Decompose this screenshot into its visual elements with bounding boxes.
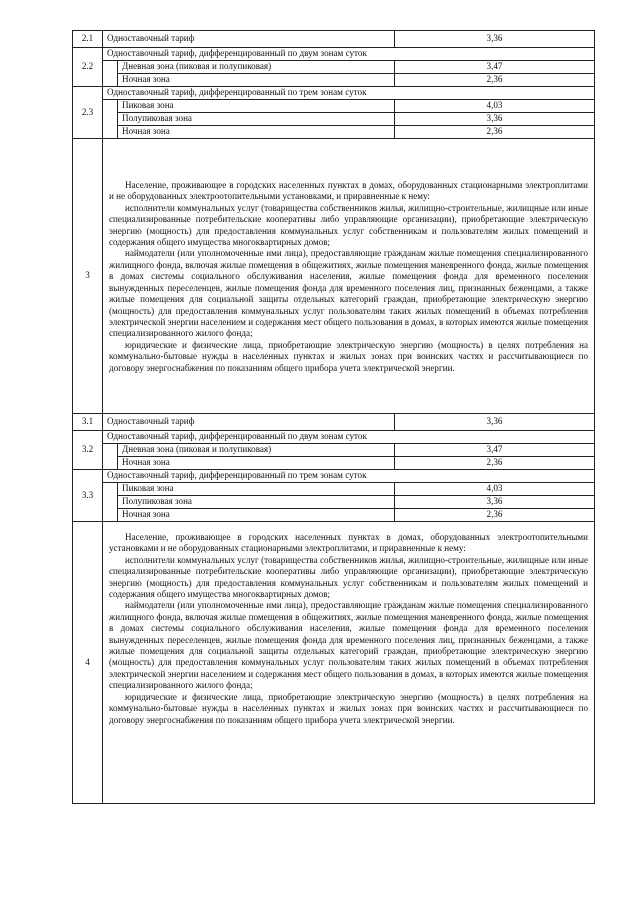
tariff-value: 3,36 (395, 414, 595, 431)
table-row (73, 483, 595, 496)
zone-label: Пиковая зона (118, 483, 395, 496)
description-paragraph: Население, проживающее в городских населенных пунктах в домах, оборудованных стационарными электроплитами и не оборудованных электроотопительными установками, и приравненные к нему: (109, 180, 589, 202)
description-paragraph: Население, проживающее в городских населенных пунктах в домах, оборудованных электроотопительными установками и не оборудованных стационарными электроплитами, и приравненные к нему: (109, 532, 589, 554)
zone-label: Ночная зона (118, 74, 395, 87)
zone-label: Полупиковая зона (118, 113, 395, 126)
zone-value: 4,03 (395, 100, 595, 113)
table-row (73, 414, 595, 431)
table-row (73, 522, 595, 804)
zone-value: 4,03 (395, 483, 595, 496)
zone-value: 2,36 (395, 457, 595, 470)
zone-label: Дневная зона (пиковая и полупиковая) (118, 61, 395, 74)
table-row (73, 470, 595, 483)
table-row (73, 48, 595, 61)
row-number: 4 (73, 522, 103, 804)
row-number: 3.1 (73, 414, 103, 431)
table-row (73, 100, 595, 113)
table-row (73, 431, 595, 444)
tariff-document-page (72, 30, 594, 804)
zone-value: 3,36 (395, 113, 595, 126)
tariff-group-header: Одноставочный тариф, дифференцированный по трем зонам суток (103, 470, 595, 483)
tariff-label: Одноставочный тариф (103, 414, 395, 431)
table-row (73, 113, 595, 126)
table-row (73, 31, 595, 48)
description-paragraph: юридические и физические лица, приобретающие электрическую энергию (мощность) в целях потребления на коммунально-бытовые нужды в населенных пунктах и жилых зонах при воинских частях и рассчитывающиеся по договору энергоснабжения по показаниям общего прибора учета электрической энергии. (109, 339, 589, 373)
description-paragraph: наймодатели (или уполномоченные ими лица), предоставляющие гражданам жилые помещения специализированного жилищного фонда, включая жилые помещения в общежитиях, жилые помещения маневренного фонда, жилые помещения в домах системы социального обслуживания населения, жилые помещения фонда для временного поселения вынужденных переселенцев, жилые помещения фонда для временного поселения лиц, признанных беженцами, а также жилые помещения для социальной защиты отдельных категорий граждан, приобретающие электрическую энергию (мощность) для предоставления коммунальных услуг пользователям таких жилых помещений в объемах потребления электрической энергии населением и содержания мест общего пользования в домах, в которых имеются жилые помещения специализированного жилого фонда; (109, 600, 589, 691)
zone-value: 2,36 (395, 74, 595, 87)
row-number: 2.1 (73, 31, 103, 48)
table-row (73, 444, 595, 457)
row-number: 2.3 (73, 87, 103, 139)
table-row (73, 87, 595, 100)
tariff-table (72, 30, 595, 804)
tariff-group-header: Одноставочный тариф, дифференцированный по двум зонам суток (103, 431, 595, 444)
zone-label: Дневная зона (пиковая и полупиковая) (118, 444, 395, 457)
zone-value: 3,47 (395, 444, 595, 457)
tariff-group-header: Одноставочный тариф, дифференцированный по трем зонам суток (103, 87, 595, 100)
consumer-category-description (103, 522, 595, 804)
table-row (73, 509, 595, 522)
description-paragraph: наймодатели (или уполномоченные ими лица), предоставляющие гражданам жилые помещения специализированного жилищного фонда, включая жилые помещения в общежитиях, жилые помещения маневренного фонда, жилые помещения в домах системы социального обслуживания населения, жилые помещения фонда для временного поселения вынужденных переселенцев, жилые помещения фонда для временного поселения лиц, признанных беженцами, а также жилые помещения для социальной защиты отдельных категорий граждан, приобретающие электрическую энергию (мощность) для предоставления коммунальных услуг пользователям таких жилых помещений в объемах потребления электрической энергии населением и содержания мест общего пользования в домах, в которых имеются жилые помещения специализированного жилого фонда; (109, 248, 589, 339)
table-row (73, 457, 595, 470)
description-paragraph: исполнители коммунальных услуг (товарищества собственников жилья, жилищно-строительные, жилищные или иные специализированные потребительские кооперативы либо управляющие организации), приобретающие электрическую энергию (мощность) для предоставления коммунальных услуг собственникам и пользователям жилых помещений и содержания общего имущества многоквартирных домов; (109, 202, 589, 248)
table-row (73, 139, 595, 414)
tariff-label: Одноставочный тариф (103, 31, 395, 48)
description-paragraph: юридические и физические лица, приобретающие электрическую энергию (мощность) в целях потребления на коммунально-бытовые нужды в населенных пунктах и жилых зонах при воинских частях и рассчитывающиеся по договору энергоснабжения по показаниям общего прибора учета электрической энергии. (109, 691, 589, 725)
row-number: 2.2 (73, 48, 103, 87)
zone-value: 3,36 (395, 496, 595, 509)
zone-label: Пиковая зона (118, 100, 395, 113)
zone-value: 3,47 (395, 61, 595, 74)
table-row (73, 61, 595, 74)
zone-label: Ночная зона (118, 509, 395, 522)
zone-label: Ночная зона (118, 126, 395, 139)
row-number: 3 (73, 139, 103, 414)
description-paragraph: исполнители коммунальных услуг (товарищества собственников жилья, жилищно-строительные, жилищные или иные специализированные потребительские кооперативы либо управляющие организации), приобретающие электрическую энергию (мощность) для предоставления коммунальных услуг собственникам и пользователям жилых помещений и содержания общего имущества многоквартирных домов; (109, 554, 589, 600)
table-row (73, 74, 595, 87)
row-number: 3.2 (73, 431, 103, 470)
zone-label: Полупиковая зона (118, 496, 395, 509)
consumer-category-description (103, 139, 595, 414)
table-row (73, 496, 595, 509)
tariff-value: 3,36 (395, 31, 595, 48)
zone-value: 2,36 (395, 126, 595, 139)
zone-value: 2,36 (395, 509, 595, 522)
tariff-group-header: Одноставочный тариф, дифференцированный по двум зонам суток (103, 48, 595, 61)
zone-label: Ночная зона (118, 457, 395, 470)
table-row (73, 126, 595, 139)
row-number: 3.3 (73, 470, 103, 522)
